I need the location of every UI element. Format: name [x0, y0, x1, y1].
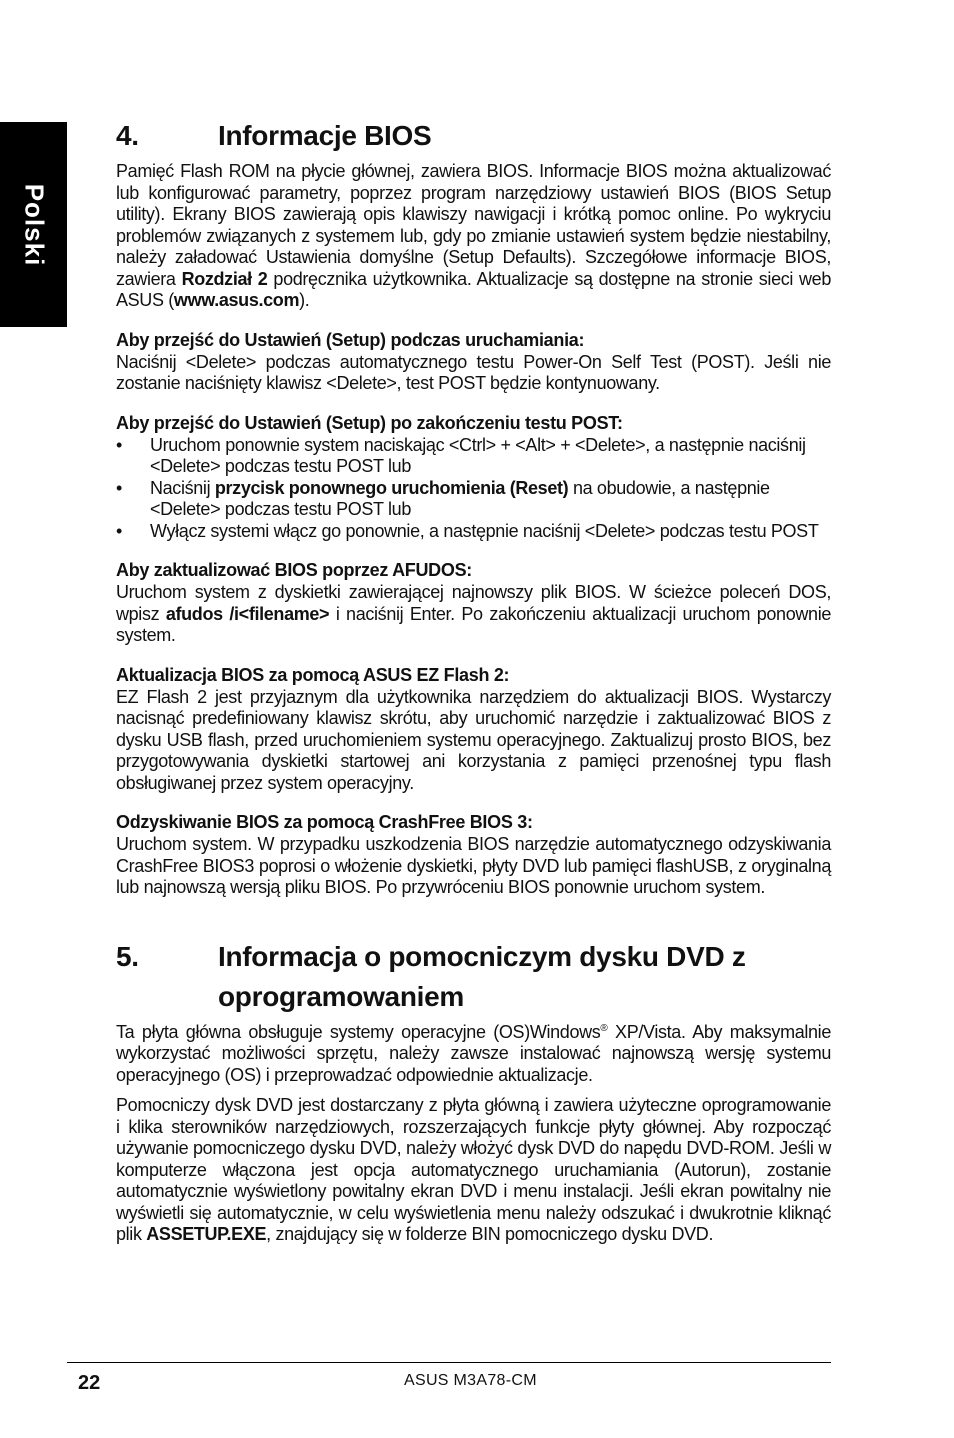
- section-title: Informacja o pomocniczym dysku DVD z oprogramowaniem: [218, 940, 746, 1012]
- footer-divider: [67, 1362, 831, 1363]
- ezflash-text: EZ Flash 2 jest przyjaznym dla użytkownika narzędziem do aktualizacji BIOS. Wystarczy nacisnąć predefiniowany klawisz skrótu, aby uruchomić narzędzie i zaktualizować BIOS z dysku USB flash, przed uruchomieniem systemu operacyjnego. Zaktualizuj prosto BIOS, bez przygotowywania dyskietki startowej ani korzystania z pamięci przenośnej typu flash obsługiwanej przez system operacyjny.: [116, 686, 831, 793]
- list-item: • Wyłącz systemi włącz go ponownie, a następnie naciśnij <Delete> podczas testu POST: [116, 520, 819, 541]
- section-number: 5.: [116, 940, 139, 972]
- crashfree-heading: Odzyskiwanie BIOS za pomocą CrashFree BIOS 3:: [116, 812, 533, 832]
- bullet-mark: •: [116, 434, 122, 455]
- list-item: • Uruchom ponownie system naciskając <Ctrl> + <Alt> + <Delete>, a następnie naciśnij <Delete> podczas testu POST lub: [116, 434, 806, 476]
- product-model: ASUS M3A78-CM: [404, 1372, 537, 1389]
- section-5-heading: [116, 937, 831, 1017]
- crashfree-text: Uruchom system. W przypadku uszkodzenia BIOS narzędzie automatycznego odzyskiwania CrashFree BIOS3 poprosi o włożenie dyskietki, płyty DVD lub pamięci flashUSB, z oryginalną lub najnowszą wersją pliku BIOS. Po przywróceniu BIOS ponownie uruchom system.: [116, 834, 831, 897]
- afudos-heading: Aby zaktualizować BIOS poprzez AFUDOS:: [116, 560, 472, 580]
- section-number: 4.: [116, 120, 139, 151]
- bios-intro-paragraph: Pamięć Flash ROM na płycie głównej, zawiera BIOS. Informacje BIOS można aktualizować lub konfigurować parametry, poprzez program narzędziowy ustawień BIOS (BIOS Setup utility). Ekrany BIOS zawierają opis klawiszy nawigacji i krótką pomoc online. Po wykryciu problemów związanych z systemem lub, gdy po zmianie ustawień system będzie niestabilny, należy załadować Ustawienia domyślne (Setup Defaults). Szczegółowe informacje BIOS, zawiera Rozdział 2 podręcznika użytkownika. Aktualizacje są dostępne na stronie sieci web ASUS (www.asus.com).: [116, 161, 831, 310]
- setup-during-boot-heading: Aby przejść do Ustawień (Setup) podczas uruchamiania:: [116, 329, 585, 350]
- afudos-text: Uruchom system z dyskietki zawierającej najnowszy plik BIOS. W ścieżce poleceń DOS, wpisz afudos /i<filename> i naciśnij Enter. Po zakończeniu aktualizacji uruchom ponownie system.: [116, 582, 831, 645]
- section-4-heading: [116, 116, 831, 156]
- bullet-mark: •: [116, 520, 122, 541]
- support-dvd-paragraph: Pomocniczy dysk DVD jest dostarczany z płyta główną i zawiera użyteczne oprogramowanie i klika sterowników narzędziowych, rozszerzających funkcje płyty głównej. Aby rozpocząć używanie pomocniczego dysku DVD, należy włożyć dysk DVD do napędu DVD-ROM. Jeśli w komputerze włączona jest opcja automatycznego uruchamiania (Autorun), zostanie automatycznie wyświetlony powitalny ekran DVD i menu instalacji. Jeśli ekran powitalny nie wyświetli się automatycznie, w celu wyświetlenia menu należy odszukać i dwukrotnie kliknąć plik ASSETUP.EXE, znajdujący się w folderze BIN pomocniczego dysku DVD.: [116, 1095, 831, 1244]
- bullet-mark: •: [116, 477, 122, 498]
- list-item: • Naciśnij przycisk ponownego uruchomienia (Reset) na obudowie, a następnie <Delete> podczas testu POST lub: [116, 477, 770, 519]
- page-number: 22: [78, 1372, 101, 1394]
- setup-during-boot-text: Naciśnij <Delete> podczas automatycznego testu Power-On Self Test (POST). Jeśli nie zostanie naciśnięty klawisz <Delete>, test POST będzie kontynuowany.: [116, 351, 831, 393]
- os-support-paragraph: Ta płyta główna obsługuje systemy operacyjne (OS)Windows® XP/Vista. Aby maksymalnie wykorzystać możliwości sprzętu, należy zawsze instalować najnowszą wersję systemu operacyjnego (OS) i przeprowadzać odpowiednie aktualizacje.: [116, 1021, 831, 1085]
- section-title: Informacje BIOS: [218, 120, 432, 151]
- language-side-tab: [0, 122, 67, 327]
- ezflash-heading: Aktualizacja BIOS za pomocą ASUS EZ Flash 2:: [116, 664, 510, 685]
- language-label: Polski: [19, 183, 49, 266]
- setup-after-post-heading: Aby przejść do Ustawień (Setup) po zakończeniu testu POST:: [116, 412, 623, 433]
- setup-after-post-list: [116, 435, 831, 543]
- page-content: [116, 116, 831, 1246]
